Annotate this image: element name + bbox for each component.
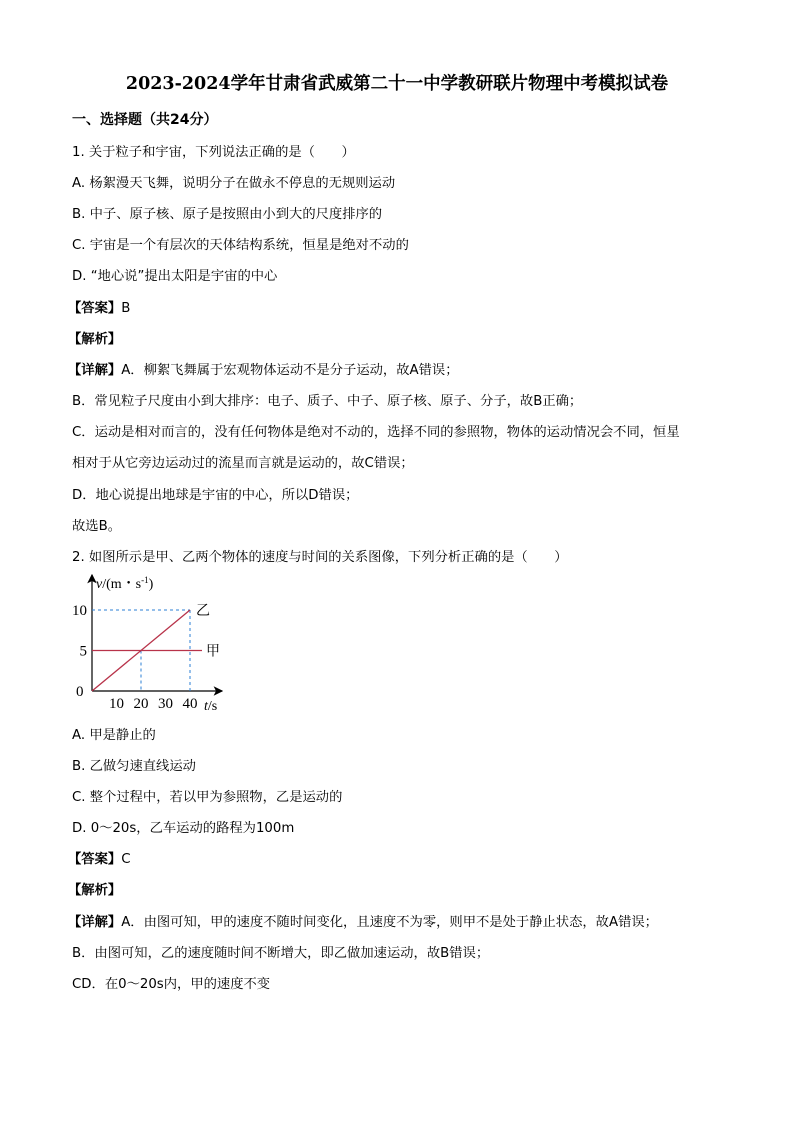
detail-tag: 【详解】 xyxy=(68,915,122,930)
x-tick-label: 10 xyxy=(109,696,124,712)
q1-detail-5: D．地心说提出地球是宇宙的中心，所以D错误； xyxy=(72,488,359,503)
q1-stem: 1. 关于粒子和宇宙，下列说法正确的是（ ） xyxy=(72,145,355,160)
y-tick-label: 5 xyxy=(79,643,87,660)
x-axis-label xyxy=(204,699,217,714)
y-tick-label: 10 xyxy=(72,603,87,619)
answer-value: B xyxy=(121,301,131,316)
series-label-yi: 乙 xyxy=(196,603,210,619)
answer-tag: 【答案】 xyxy=(68,301,122,316)
q2-detail-2: B．由图可知，乙的速度随时间不断增大，即乙做加速运动，故B错误； xyxy=(72,946,490,961)
detail-text: A．柳絮飞舞属于宏观物体运动不是分子运动，故A错误； xyxy=(121,363,459,378)
detail-tag: 【详解】 xyxy=(68,363,122,378)
y-axis-unit: /(m・s xyxy=(102,577,142,592)
origin-label: 0 xyxy=(76,684,84,700)
q1-option-b: B. 中子、原子核、原子是按照由小到大的尺度排序的 xyxy=(72,207,383,222)
y-axis-var: v xyxy=(96,577,103,592)
q1-detail-3: C．运动是相对而言的，没有任何物体是绝对不动的，选择不同的参照物，物体的运动情况会不同，恒星 xyxy=(72,425,680,440)
series-label-jia: 甲 xyxy=(206,643,220,660)
x-axis-unit: /s xyxy=(207,699,218,714)
q2-option-c: C. 整个过程中，若以甲为参照物，乙是运动的 xyxy=(72,790,343,805)
y-axis-close: ) xyxy=(148,577,154,592)
exam-title: 2023-2024学年甘肃省武威第二十一中学教研联片物理中考模拟试卷 xyxy=(125,74,669,94)
q2-analysis-tag: 【解析】 xyxy=(68,883,122,898)
q1-answer xyxy=(68,297,130,316)
q1-detail-1 xyxy=(68,359,459,378)
x-tick-label: 20 xyxy=(133,696,149,712)
y-axis-exp: -1 xyxy=(141,575,149,585)
y-axis-label xyxy=(96,575,154,592)
detail-text: A．由图可知，甲的速度不随时间变化，且速度不为零，则甲不是处于静止状态，故A错误； xyxy=(121,915,658,930)
q2-answer xyxy=(68,848,130,867)
velocity-time-chart xyxy=(72,570,252,720)
q1-option-c: C. 宇宙是一个有层次的天体结构系统，恒星是绝对不动的 xyxy=(72,238,409,253)
q1-detail-2: B．常见粒子尺度由小到大排序：电子、质子、中子、原子核、原子、分子，故B正确； xyxy=(72,394,583,409)
q1-analysis-tag: 【解析】 xyxy=(68,332,122,347)
q2-detail-3: CD．在0～20s内，甲的速度不变 xyxy=(72,977,271,992)
q1-detail-4: 相对于从它旁边运动过的流星而言就是运动的，故C错误； xyxy=(72,456,414,471)
q1-detail-6: 故选B。 xyxy=(72,519,122,534)
x-tick-label: 40 xyxy=(182,696,198,712)
x-tick-label: 30 xyxy=(158,696,173,712)
q2-detail-1 xyxy=(68,911,658,930)
x-axis-var: t xyxy=(204,699,208,714)
q1-option-d: D. “地心说”提出太阳是宇宙的中心 xyxy=(72,269,278,284)
answer-tag: 【答案】 xyxy=(68,852,122,867)
q2-option-d: D. 0～20s，乙车运动的路程为100m xyxy=(72,821,295,836)
answer-value: C xyxy=(121,852,131,867)
section-heading: 一、选择题（共24分） xyxy=(72,112,218,128)
q2-option-a: A. 甲是静止的 xyxy=(72,728,156,743)
q2-option-b: B. 乙做匀速直线运动 xyxy=(72,759,196,774)
q2-stem: 2. 如图所示是甲、乙两个物体的速度与时间的关系图像，下列分析正确的是（ ） xyxy=(72,550,568,565)
q1-option-a: A. 杨絮漫天飞舞，说明分子在做永不停息的无规则运动 xyxy=(72,176,396,191)
